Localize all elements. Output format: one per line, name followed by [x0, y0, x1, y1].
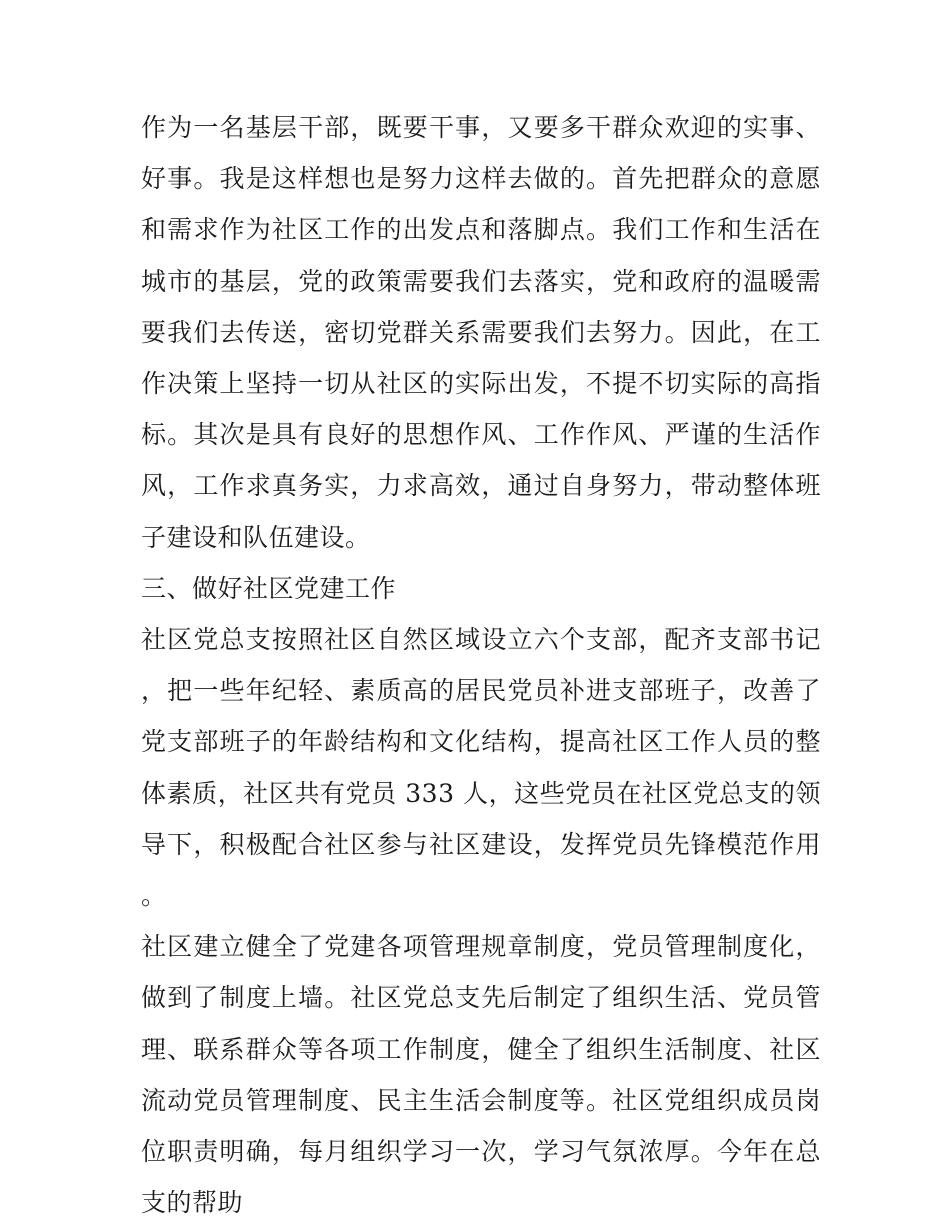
paragraph-party-regulations: 社区建立健全了党建各项管理规章制度，党员管理制度化，做到了制度上墙。社区党总支先后制定了组织生活、党员管理、联系群众等各项工作制度，健全了组织生活制度、社区流动党员管理制度、民主生活会制度等。社区党组织成员岗位职责明确，每月组织学习一次，学习气氛浓厚。今年在总支的帮助 — [141, 932, 821, 1218]
paragraph-work-style: 作为一名基层干部，既要干事，又要多干群众欢迎的实事、好事。我是这样想也是努力这样去做的。首先把群众的意愿和需求作为社区工作的出发点和落脚点。我们工作和生活在城市的基层，党的政策需要我们去落实，党和政府的温暖需要我们去传送，密切党群关系需要我们去努力。因此，在工作决策上坚持一切从社区的实际出发，不提不切实际的高指标。其次是具有良好的思想作风、工作作风、严谨的生活作风，工作求真务实，力求高效，通过自身努力，带动整体班子建设和队伍建设。 — [141, 113, 821, 552]
document-body — [141, 102, 821, 1228]
section-heading-party-building: 三、做好社区党建工作 — [141, 573, 397, 603]
paragraph-party-branches: 社区党总支按照社区自然区域设立六个支部，配齐支部书记，把一些年纪轻、素质高的居民党员补进支部班子，改善了党支部班子的年龄结构和文化结构，提高社区工作人员的整体素质，社区共有党员 333 人，这些党员在社区党总支的领导下，积极配合社区参与社区建设，发挥党员先锋模范作用。 — [141, 625, 821, 911]
